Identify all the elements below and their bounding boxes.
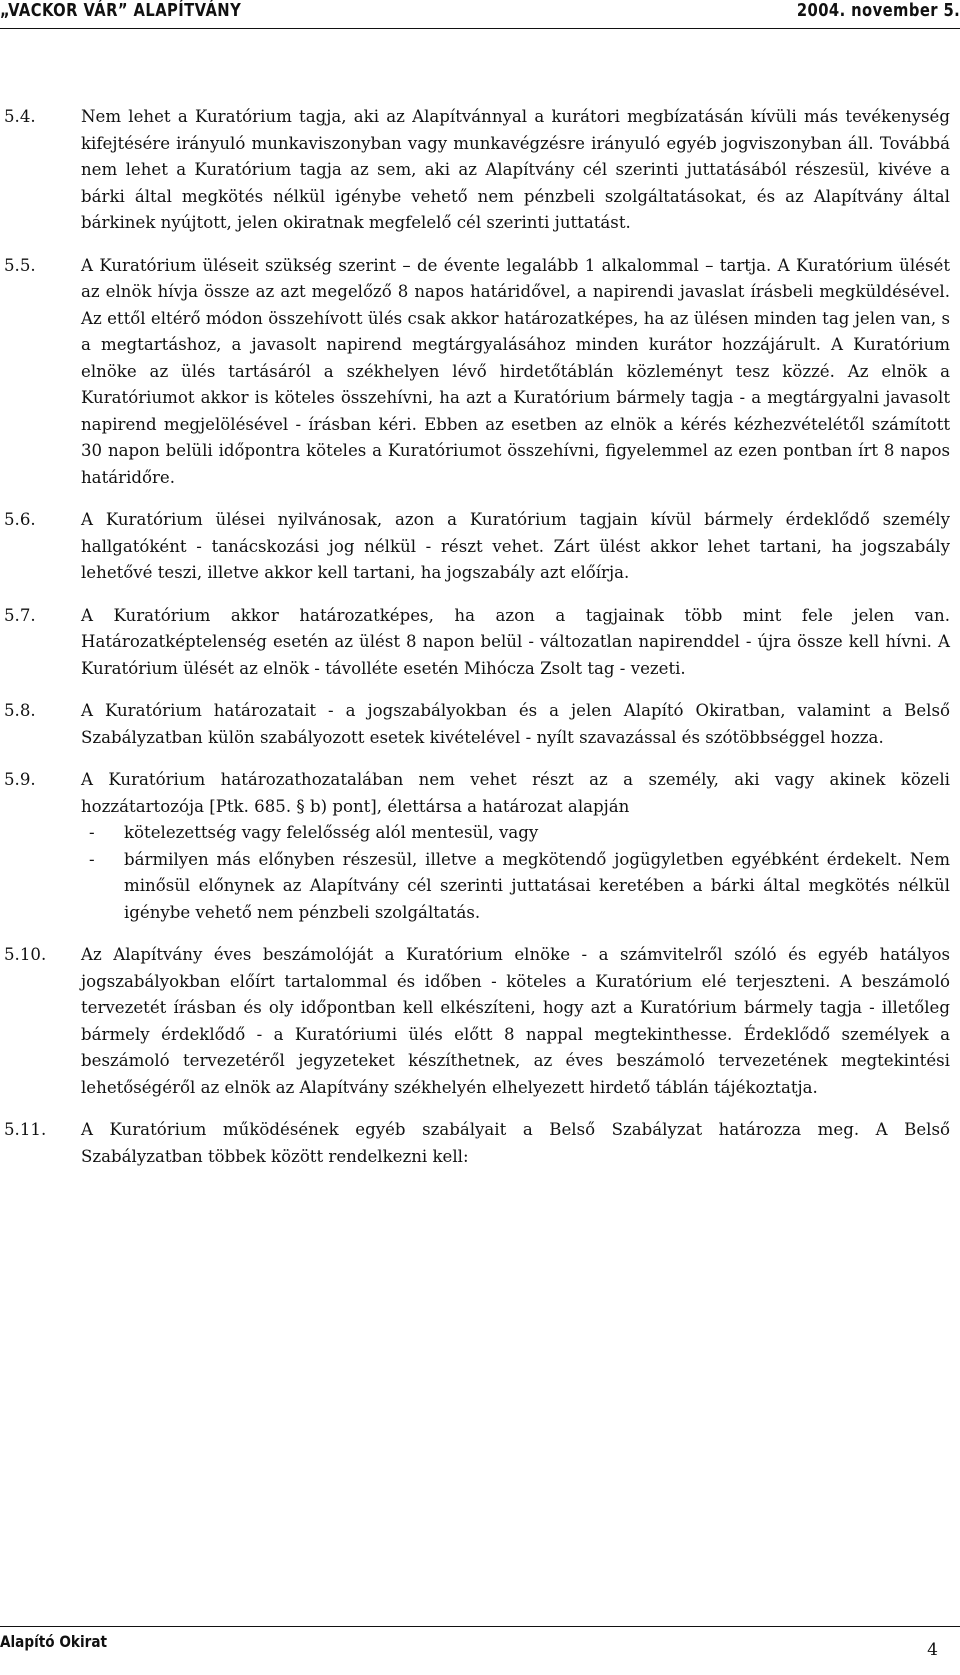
foundation-name: „VACKOR VÁR” ALAPÍTVÁNY [0, 0, 242, 21]
section-text: A Kuratórium működésének egyéb szabályait a Belső Szabályzat határozza meg. A Belső Szabályzatban többek között rendelkezni kell: [81, 1120, 950, 1166]
page-header [0, 0, 960, 32]
section-text: Nem lehet a Kuratórium tagja, aki az Alapítvánnyal a kurátori megbízatásán kívüli más tevékenység kifejtésére irányuló munkaviszonyban vagy munkavégzésre irányuló egyéb jogviszonyban áll. Továbbá nem lehet a Kuratórium tagja az sem, aki az Alapítvány cél szerinti juttatásából részesül, kivéve a bárki által megkötés nélkül igénybe vehető nem pénzbeli szolgáltatásokat, és az Alapítvány által bárkinek nyújtott, jelen okiratnak megfelelő cél szerinti juttatást. [81, 107, 950, 232]
section-text: A Kuratórium határozathozatalában nem vehet részt az a személy, aki vagy akinek közeli hozzátartozója [Ptk. 685. § b) pont], élettársa a határozat alapján [81, 770, 950, 816]
section-5-9 [4, 767, 950, 926]
section-5-8 [4, 698, 950, 751]
section-number: 5.6. [4, 510, 36, 529]
list-item [81, 820, 950, 847]
footer-divider [0, 1626, 960, 1627]
section-number: 5.11. [4, 1120, 47, 1139]
page-number: 4 [927, 1640, 938, 1660]
document-title: Alapító Okirat [0, 1632, 107, 1651]
section-number: 5.5. [4, 255, 36, 275]
section-number: 5.8. [4, 701, 36, 720]
section-text: A Kuratórium határozatait - a jogszabályokban és a jelen Alapító Okiratban, valamint a Belső Szabályzatban külön szabályozott esetek kivételével - nyílt szavazással és szótöbbséggel hozza. [81, 701, 950, 747]
list-item-text: bármilyen más előnyben részesül, illetve a megkötendő jogügyletben egyébként érdekelt. Nem minősül előnynek az Alapítvány cél szerinti juttatásai keretében a bárki által megkötés nélkül igénybe vehető nem pénzbeli szolgáltatás. [124, 849, 950, 922]
section-5-11 [4, 1117, 950, 1170]
section-number: 5.4. [4, 107, 36, 126]
section-number: 5.9. [4, 770, 36, 789]
section-text: A Kuratórium ülései nyilvánosak, azon a Kuratórium tagjain kívül bármely érdeklődő személy hallgatóként - tanácskozási jog nélkül - részt vehet. Zárt ülést akkor lehet tartani, ha jogszabály lehetővé teszi, illetve akkor kell tartani, ha jogszabály azt előírja. [81, 510, 950, 582]
dash-bullet: - [89, 849, 95, 869]
section-5-5 [4, 253, 950, 492]
header-divider [0, 28, 960, 29]
document-body [4, 104, 950, 1186]
section-number: 5.7. [4, 605, 36, 625]
list-item [81, 847, 950, 927]
dash-bullet: - [89, 823, 95, 842]
list-item-text: kötelezettség vagy felelősség alól mentesül, vagy [124, 823, 539, 842]
section-5-4 [4, 104, 950, 237]
section-number: 5.10. [4, 945, 47, 964]
section-text: A Kuratórium üléseit szükség szerint – de évente legalább 1 alkalommal – tartja. A Kuratórium ülését az elnök hívja össze az azt megelőző 8 napos határidővel, a napirendi javaslat írásbeli megküldésével. Az ettől eltérő módon összehívott ülés csak akkor határozatképes, ha az ülésen minden tag jelen van, s a megtartáshoz, a javasolt napirend megtárgyalásához minden kurátor hozzájárult. A Kuratórium elnöke az ülés tartásáról a székhelyen lévő hirdetőtáblán közleményt tesz közzé. Az elnök a Kuratóriumot akkor is köteles összehívni, ha azt a Kuratórium bármely tagja - a megtárgyalni javasolt napirend megjelölésével - írásban kéri. Ebben az esetben az elnök a kérés kézhezvételétől számított 30 napon belüli időpontra köteles a Kuratóriumot összehívni, figyelemmel az ezen pontban írt 8 napos határidőre. [81, 255, 950, 487]
section-5-10 [4, 942, 950, 1101]
section-5-7 [4, 603, 950, 683]
section-5-6 [4, 507, 950, 587]
section-text: Az Alapítvány éves beszámolóját a Kuratórium elnöke - a számvitelről szóló és egyéb hatályos jogszabályokban előírt tartalommal és időben - köteles a Kuratórium elé terjeszteni. A beszámoló tervezetét írásban és oly időpontban kell elkészíteni, hogy azt a Kuratórium bármely tagja - illetőleg bármely érdeklődő - a Kuratóriumi ülés előtt 8 nappal megtekinthesse. Érdeklődő személyek a beszámoló tervezetéről jegyzeteket készíthetnek, az éves beszámoló tervezetének megtekintési lehetőségéről az elnök az Alapítvány székhelyén elhelyezett hirdető táblán tájékoztatja. [81, 945, 950, 1097]
document-date: 2004. november 5. [796, 0, 960, 21]
section-text: A Kuratórium akkor határozatképes, ha azon a tagjainak több mint fele jelen van. Határozatképtelenség esetén az ülést 8 napon belül - változatlan napirenddel - újra össze kell hívni. A Kuratórium ülését az elnök - távolléte esetén Mihócza Zsolt tag - vezeti. [81, 605, 950, 678]
